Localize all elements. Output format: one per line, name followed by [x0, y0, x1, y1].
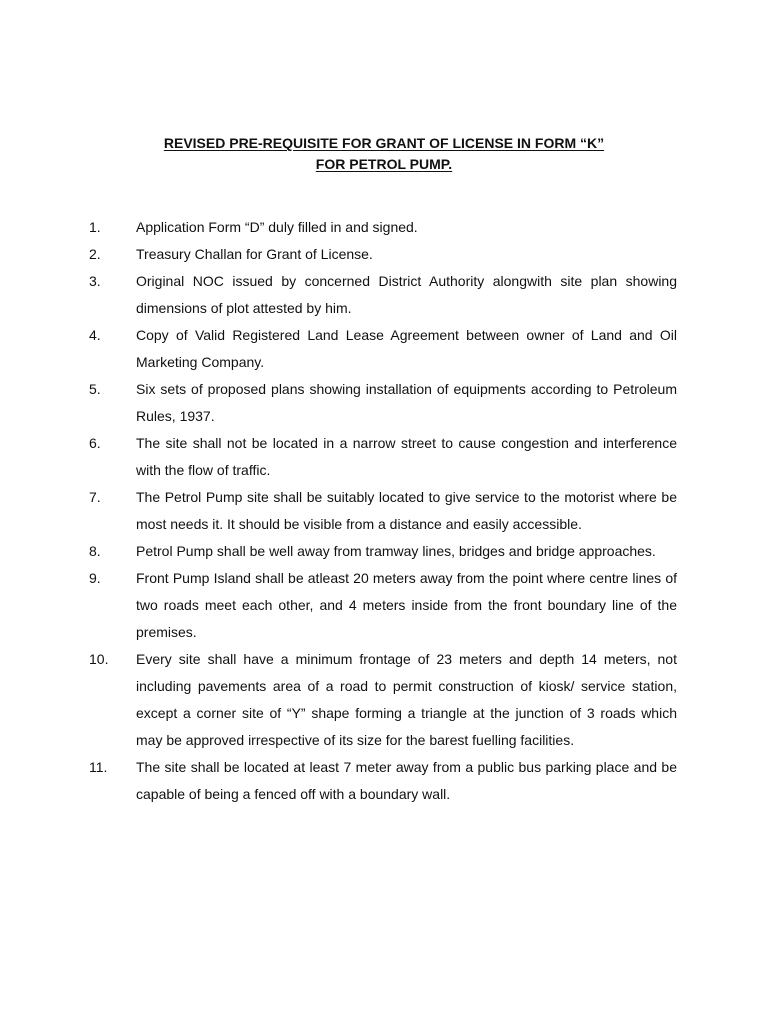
item-text: Original NOC issued by concerned District Authority alongwith site plan showing dimensions of plot attested by him. [136, 273, 677, 316]
list-item [0, 268, 768, 322]
item-text: Six sets of proposed plans showing installation of equipments according to Petroleum Rules, 1937. [136, 381, 677, 424]
list-item [0, 538, 768, 565]
item-number: 10. [89, 651, 109, 667]
item-text: Front Pump Island shall be atleast 20 meters away from the point where centre lines of two roads meet each other, and 4 meters inside from the front boundary line of the premises. [136, 570, 677, 640]
item-number: 8. [89, 543, 101, 559]
item-number: 1. [89, 219, 101, 235]
item-text: The Petrol Pump site shall be suitably located to give service to the motorist where be most needs it. It should be visible from a distance and easily accessible. [136, 489, 677, 532]
document-title-line1: REVISED PRE-REQUISITE FOR GRANT OF LICENSE IN FORM “K” [163, 135, 605, 151]
item-number: 3. [89, 273, 101, 289]
item-number: 4. [89, 327, 101, 343]
item-text: The site shall not be located in a narrow street to cause congestion and interference with the flow of traffic. [136, 435, 677, 478]
list-item [0, 430, 768, 484]
item-text: Treasury Challan for Grant of License. [136, 246, 373, 262]
item-number: 11. [89, 759, 108, 775]
item-text: Application Form “D” duly filled in and signed. [136, 219, 418, 235]
list-item [0, 322, 768, 376]
item-text: Every site shall have a minimum frontage of 23 meters and depth 14 meters, not including pavements area of a road to permit construction of kiosk/ service station, except a corner site of “Y” shape forming a triangle at the junction of 3 roads which may be approved irrespective of its size for the barest fuelling facilities. [136, 651, 677, 748]
item-number: 9. [89, 570, 101, 586]
list-item [0, 376, 768, 430]
document-title-line2: FOR PETROL PUMP. [315, 156, 453, 172]
requirements-list [0, 214, 768, 808]
list-item [0, 214, 768, 241]
item-number: 2. [89, 246, 101, 262]
list-item [0, 241, 768, 268]
item-text: Copy of Valid Registered Land Lease Agreement between owner of Land and Oil Marketing Company. [136, 327, 677, 370]
item-text: Petrol Pump shall be well away from tramway lines, bridges and bridge approaches. [136, 543, 656, 559]
item-text: The site shall be located at least 7 meter away from a public bus parking place and be capable of being a fenced off with a boundary wall. [136, 759, 677, 802]
list-item [0, 646, 768, 754]
item-number: 6. [89, 435, 101, 451]
list-item [0, 754, 768, 808]
list-item [0, 484, 768, 538]
list-item [0, 565, 768, 646]
item-number: 7. [89, 489, 101, 505]
item-number: 5. [89, 381, 101, 397]
